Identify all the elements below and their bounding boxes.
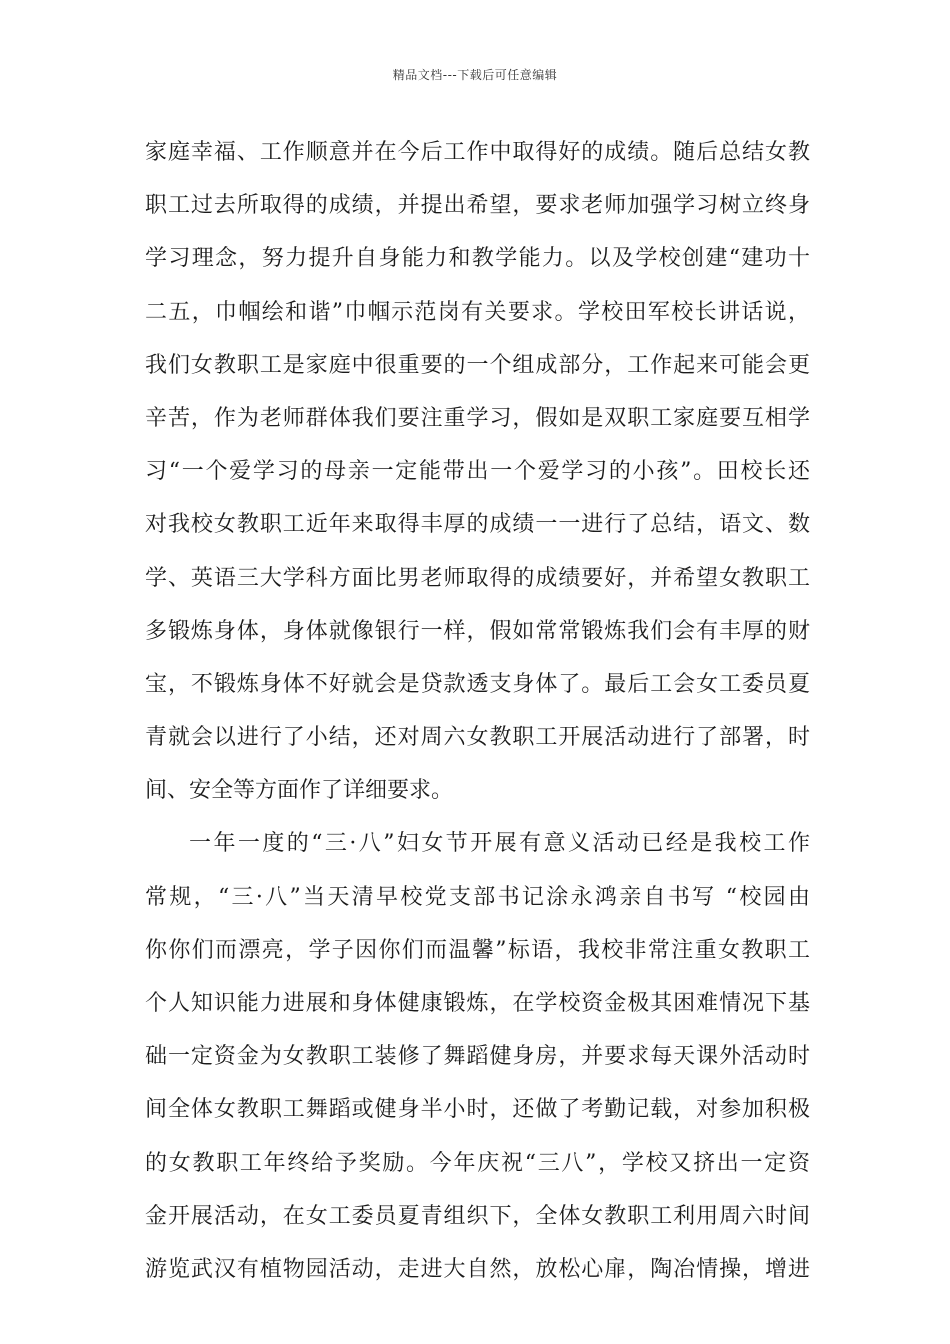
document-body bbox=[145, 126, 810, 1296]
text-line: 多锻炼身体，身体就像银行一样，假如常常锻炼我们会有丰厚的财 bbox=[145, 618, 810, 644]
text-line: 家庭幸福、工作顺意并在今后工作中取得好的成绩。随后总结女教 bbox=[145, 140, 810, 165]
text-line: 础一定资金为女教职工装修了舞蹈健身房，并要求每天课外活动时 bbox=[145, 1044, 810, 1070]
page-header: 精品文档---下载后可任意编辑 bbox=[392, 68, 558, 82]
text-line: 间全体女教职工舞蹈或健身半小时，还做了考勤记载，对参加积极 bbox=[145, 1097, 810, 1123]
text-line: 你你们而漂亮，学子因你们而温馨”标语，我校非常注重女教职工 bbox=[145, 937, 810, 963]
text-line: 学习理念，努力提升自身能力和教学能力。以及学校创建“建功十 bbox=[145, 246, 810, 272]
text-line: 职工过去所取得的成绩，并提出希望，要求老师加强学习树立终身 bbox=[145, 193, 810, 219]
text-line: 学、英语三大学科方面比男老师取得的成绩要好，并希望女教职工 bbox=[145, 565, 810, 591]
text-line: 我们女教职工是家庭中很重要的一个组成部分，工作起来可能会更 bbox=[145, 352, 810, 378]
text-line: 游览武汉有植物园活动，走进大自然，放松心扉，陶冶情操，增进 bbox=[145, 1256, 810, 1282]
text-line: 习“一个爱学习的母亲一定能带出一个爱学习的小孩”。田校长还 bbox=[145, 459, 810, 485]
text-line: 二五，巾帼绘和谐”巾帼示范岗有关要求。学校田军校长讲话说， bbox=[145, 299, 810, 325]
text-line: 一年一度的“三·八”妇女节开展有意义活动已经是我校工作 bbox=[189, 831, 810, 857]
text-line: 常规，“三·八”当天清早校党支部书记涂永鸿亲自书写 “校园由 bbox=[145, 884, 810, 910]
text-line: 宝，不锻炼身体不好就会是贷款透支身体了。最后工会女工委员夏 bbox=[145, 671, 810, 697]
text-line: 金开展活动，在女工委员夏青组织下，全体女教职工利用周六时间 bbox=[145, 1203, 810, 1229]
text-line: 间、安全等方面作了详细要求。 bbox=[145, 778, 454, 804]
text-line: 个人知识能力进展和身体健康锻炼，在学校资金极其困难情况下基 bbox=[145, 991, 810, 1016]
paragraph-2 bbox=[145, 817, 810, 1296]
paragraph-1 bbox=[145, 126, 810, 817]
text-line: 的女教职工年终给予奖励。今年庆祝“三八”，学校又挤出一定资 bbox=[145, 1150, 810, 1176]
text-line: 青就会以进行了小结，还对周六女教职工开展活动进行了部署，时 bbox=[145, 725, 810, 751]
text-line: 辛苦，作为老师群体我们要注重学习，假如是双职工家庭要互相学 bbox=[145, 405, 810, 431]
text-line: 对我校女教职工近年来取得丰厚的成绩一一进行了总结，语文、数 bbox=[145, 512, 810, 538]
